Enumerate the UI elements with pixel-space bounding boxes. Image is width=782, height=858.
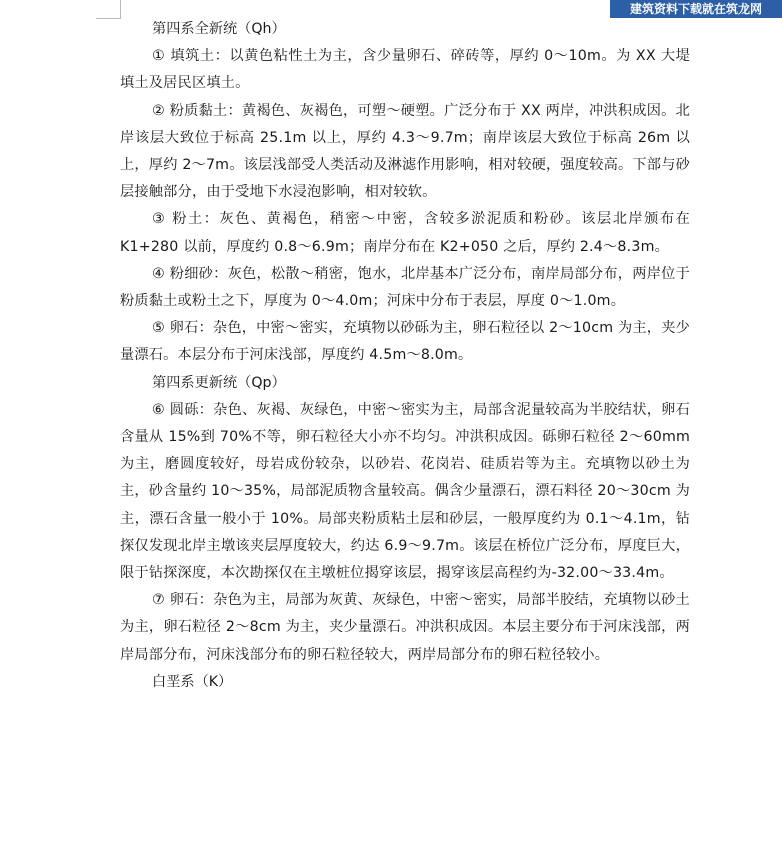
section-heading-qp: 第四系更新统（Qp） — [152, 374, 286, 391]
paragraph-silty-clay: ② 粉质黏土：黄褐色、灰褐色，可塑～硬塑。广泛分布于 XX 两岸，冲洪积成因。北岸该层大致位于标高 25.1m 以上，厚约 4.3～9.7m；南岸该层大致位于标高 26m 以上，厚约 2～7m。该层浅部受人类活动及淋滤作用影响，相对较硬，强度较高。下部与砂层接触部分，由于受地下水浸泡影响，相对较软。 — [120, 102, 690, 201]
watermark-banner: 建筑资料下载就在筑龙网 — [610, 0, 782, 18]
paragraph-pebble-2: ⑦ 卵石：杂色为主，局部为灰黄、灰绿色，中密～密实，局部半胶结，充填物以砂土为主，卵石粒径 2～8cm 为主，夹少量漂石。冲洪积成因。本层主要分布于河床浅部，两岸局部分布，河床浅部分布的卵石粒径较大，两岸局部分布的卵石粒径较小。 — [120, 592, 690, 663]
paragraph-fine-sand: ④ 粉细砂：灰色，松散～稍密，饱水，北岸基本广泛分布，南岸局部分布，两岸位于粉质黏土或粉土之下，厚度为 0～4.0m；河床中分布于表层，厚度 0～1.0m。 — [120, 265, 690, 310]
paragraph-fill-soil: ① 填筑土：以黄色粘性土为主，含少量卵石、碎砖等，厚约 0～10m。为 XX 大堤填土及居民区填土。 — [120, 48, 690, 92]
paragraph-silt: ③ 粉土：灰色、黄褐色，稍密～中密，含较多淤泥质和粉砂。该层北岸颁布在 K1+280 以前，厚度约 0.8～6.9m；南岸分布在 K2+050 之后，厚约 2.4～8.3m。 — [120, 211, 690, 255]
paragraph-round-gravel: ⑥ 圆砾：杂色、灰褐、灰绿色，中密～密实为主，局部含泥量较高为半胶结状，卵石含量从 15%到 70%不等，卵石粒径大小亦不均匀。冲洪积成因。砾卵石粒径 2～60mm 为主，磨圆度较好，母岩成份较杂，以砂岩、花岗岩、硅质岩等为主。充填物以砂土为主，砂含量约 10～35%，局部泥质物含量较高。偶含少量漂石，漂石料径 20～30cm 为主，漂石含量一般小于 10%。局部夹粉质粘土层和砂层，一般厚度约为 0.1～4.1m，钻探仅发现北岸主墩该夹层厚度较大，约达 6.9～9.7m。该层在桥位广泛分布，厚度巨大，限于钻探深度，本次勘探仅在主墩桩位揭穿该层，揭穿该层高程约为-32.00～33.4m。 — [120, 401, 690, 582]
section-heading-k: 白垩系（K） — [152, 673, 233, 690]
paragraph-pebble: ⑤ 卵石：杂色，中密～密实，充填物以砂砾为主，卵石粒径以 2～10cm 为主，夹少量漂石。本层分布于河床浅部，厚度约 4.5m～8.0m。 — [120, 320, 690, 364]
document-body — [120, 16, 690, 696]
page-margin-corner — [96, 0, 121, 19]
section-heading-qh: 第四系全新统（Qh） — [152, 21, 286, 37]
